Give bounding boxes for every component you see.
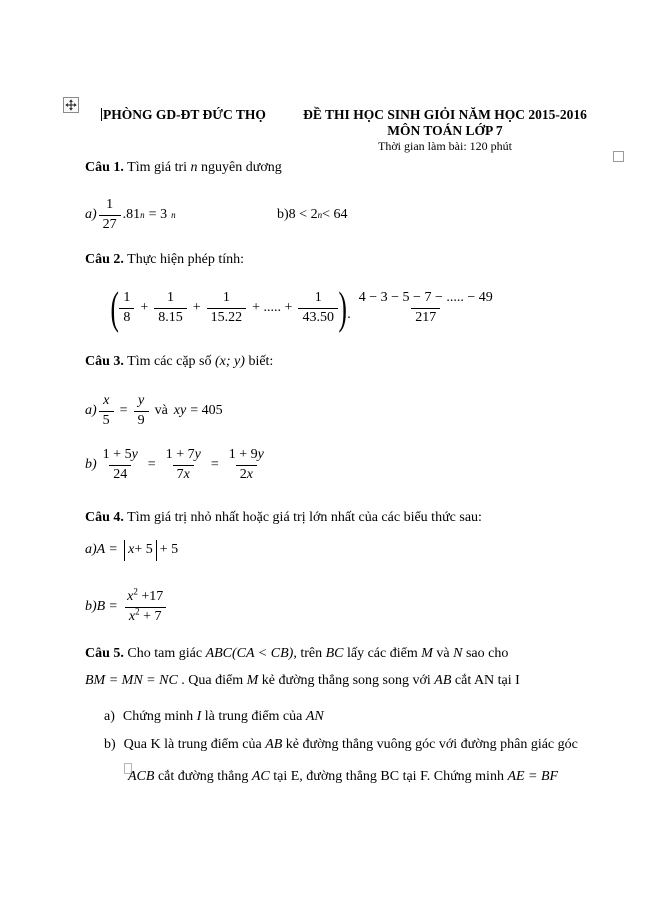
operator: =	[147, 456, 156, 472]
fraction-numerator: 1	[123, 289, 131, 305]
fraction-numerator: 1	[106, 196, 114, 212]
exponent: 2	[133, 586, 138, 597]
absolute-value-bar	[124, 540, 125, 561]
q2-label: Câu 2.	[85, 252, 124, 267]
math-run: ABC(CA < CB)	[205, 646, 294, 661]
fraction-numerator: 4 − 3 − 5 − 7 − ..... − 49	[358, 289, 493, 305]
math-run: 1 + 9	[228, 446, 258, 462]
math-run: M	[246, 673, 259, 688]
fraction	[355, 290, 497, 327]
fraction-denominator	[125, 607, 166, 626]
fraction-numerator: 1	[314, 289, 322, 305]
operator: +	[192, 299, 201, 315]
math-run: = 3	[148, 206, 168, 222]
fraction-denominator: 5	[99, 411, 114, 430]
text-run: Qua K là trung điểm của	[123, 737, 266, 752]
math-run: 1 + 7	[165, 446, 195, 462]
math-run: + 5	[134, 541, 153, 557]
item-label: a)	[85, 206, 97, 222]
q3-heading	[85, 353, 273, 371]
operator: +	[140, 299, 149, 315]
text-run: sao cho	[462, 646, 509, 661]
fraction	[162, 447, 205, 484]
math-run: < 64	[322, 206, 348, 222]
fraction-numerator	[123, 586, 167, 607]
text-run: Tìm giá trị nhỏ nhất hoặc giá trị lớn nhất của các biểu thức sau:	[123, 510, 482, 525]
q5-line-2	[85, 672, 520, 690]
q4-label: Câu 4.	[85, 510, 124, 525]
fraction-numerator	[162, 447, 205, 465]
math-run: y	[131, 446, 138, 462]
q3-label: Câu 3.	[85, 354, 124, 369]
math-run: + 7	[139, 608, 162, 624]
math-run: AB	[265, 737, 283, 752]
fraction-numerator	[225, 447, 268, 465]
q5-part-b	[104, 736, 578, 754]
math-run: xy	[173, 402, 187, 418]
item-label: b)	[104, 737, 116, 752]
math-run: BC	[325, 646, 344, 661]
fraction	[123, 586, 167, 626]
fraction-numerator: x	[103, 392, 110, 408]
fraction-denominator: 43.50	[298, 308, 338, 327]
fraction-numerator: 1	[222, 289, 230, 305]
text-run: tại E, đường thẳng BC tại F. Chứng minh	[269, 769, 508, 784]
move-anchor-icon[interactable]	[63, 97, 79, 113]
math-run: x	[127, 588, 134, 604]
text-run: Chứng minh	[122, 709, 197, 724]
math-run: BM = MN = NC	[85, 673, 178, 688]
q5-label: Câu 5.	[85, 646, 124, 661]
left-paren: (	[110, 282, 119, 333]
text-run: Cho tam giác	[123, 646, 206, 661]
math-run: N	[453, 646, 463, 661]
math-run: M	[421, 646, 433, 661]
text-run: kẻ đường thẳng song song với	[258, 673, 435, 688]
math-run: x	[128, 541, 135, 557]
absolute-value-bar	[156, 540, 157, 561]
text-run: lấy các điểm	[343, 646, 422, 661]
fraction-denominator: 15.22	[207, 308, 247, 327]
q2-expression	[112, 282, 499, 334]
q4-part-a	[85, 536, 178, 564]
fraction	[99, 197, 121, 234]
q5-line-1	[85, 645, 508, 663]
text-run: và	[154, 402, 168, 418]
exam-title: ĐỀ THI HỌC SINH GIỎI NĂM HỌC 2015-2016	[303, 107, 587, 122]
fraction	[207, 290, 247, 327]
math-run: A	[96, 541, 106, 557]
four-way-arrow-icon	[65, 99, 77, 111]
math-run: (x; y)	[215, 354, 245, 369]
item-label: a)	[85, 541, 97, 557]
header-right	[295, 107, 595, 154]
math-run: .81	[122, 206, 141, 222]
math-run: = 405	[190, 402, 223, 418]
fraction-denominator: 8.15	[154, 308, 187, 327]
math-run: +17	[137, 588, 164, 604]
fraction	[225, 447, 268, 484]
text-run: Thực hiện phép tính:	[123, 252, 244, 267]
text-run: . Qua điểm	[177, 673, 247, 688]
math-run: B	[96, 598, 106, 614]
fraction-denominator: 9	[134, 411, 149, 430]
math-run: 1 + 5	[102, 446, 132, 462]
fraction-denominator: 24	[109, 465, 131, 484]
text-run: cắt AN tại I	[451, 673, 520, 688]
operator: =	[210, 456, 219, 472]
math-run: x	[246, 466, 253, 482]
item-label: b)	[277, 206, 289, 222]
text-run: Tìm các cặp số	[123, 354, 216, 369]
office-name: PHÒNG GD-ĐT ĐỨC THỌ	[103, 107, 266, 122]
fraction-denominator: 8	[119, 308, 134, 327]
fraction-denominator: 217	[411, 308, 440, 327]
header-left	[101, 107, 266, 125]
math-run: AB	[434, 673, 452, 688]
q4-part-b	[85, 579, 169, 635]
fraction	[99, 393, 114, 430]
q3-part-b	[85, 440, 270, 490]
text-run: là trung điểm của	[201, 709, 306, 724]
q1-heading	[85, 159, 282, 177]
math-run: AC	[251, 769, 270, 784]
q5-part-b-cont	[124, 763, 558, 786]
q3-part-a	[85, 387, 223, 435]
q1-part-a: a) $\frac{1}{27}$ .81 n = 3 n	[85, 196, 176, 232]
fraction-numerator: y	[137, 392, 145, 408]
fraction-denominator	[236, 465, 257, 484]
math-run: 2	[239, 466, 247, 482]
q1-part-b: b) 8 < 2 n < 64	[277, 191, 347, 239]
math-run: y	[257, 446, 264, 462]
item-label: b)	[85, 456, 97, 472]
exam-duration: Thời gian làm bài: 120 phút	[378, 139, 512, 153]
fraction	[134, 393, 149, 430]
math-run: AE = BF	[507, 769, 559, 784]
text-run: biết:	[244, 354, 274, 369]
fraction-denominator: 27	[99, 215, 121, 234]
text-run: và	[432, 646, 454, 661]
q1-label: Câu 1.	[85, 160, 124, 175]
right-paren: )	[338, 282, 347, 333]
fraction-numerator	[99, 447, 142, 465]
empty-checkbox	[613, 151, 624, 162]
math-run: ACB	[128, 769, 155, 784]
item-label: a)	[104, 709, 115, 724]
fraction	[119, 290, 134, 327]
text-run: kẻ đường thẳng vuông góc với đường phân giác góc	[282, 737, 578, 752]
text-run: cắt đường thẳng	[154, 769, 252, 784]
item-label: a)	[85, 402, 97, 418]
fraction-numerator: 1	[166, 289, 174, 305]
q2-heading	[85, 251, 244, 269]
math-run: + 5	[159, 541, 179, 557]
q5-part-a	[104, 708, 324, 726]
operator: =	[109, 598, 118, 614]
math-run: y	[194, 446, 201, 462]
exam-subject: MÔN TOÁN LỚP 7	[387, 123, 503, 138]
math-run: AN	[305, 709, 324, 724]
text-cursor-caret	[101, 108, 102, 121]
math-run: I	[196, 709, 202, 724]
q4-heading	[85, 509, 482, 527]
fraction	[154, 290, 187, 327]
text-run: Tìm giá tri	[123, 160, 191, 175]
operator: + ..... +	[252, 299, 293, 315]
fraction-denominator	[173, 465, 194, 484]
math-run: n	[190, 160, 198, 175]
operator: =	[109, 541, 118, 557]
math-run: 8 < 2	[288, 206, 318, 222]
operator: =	[119, 402, 128, 418]
exponent: 2	[135, 605, 140, 616]
item-label: b)	[85, 598, 97, 614]
math-run: x	[183, 466, 190, 482]
fraction	[298, 290, 338, 327]
fraction	[99, 447, 142, 484]
multiplication-dot: .	[347, 306, 351, 322]
math-run: 7	[176, 466, 184, 482]
text-run: , trên	[293, 646, 326, 661]
math-run: x	[128, 608, 136, 624]
text-run: nguyên dương	[197, 160, 282, 175]
